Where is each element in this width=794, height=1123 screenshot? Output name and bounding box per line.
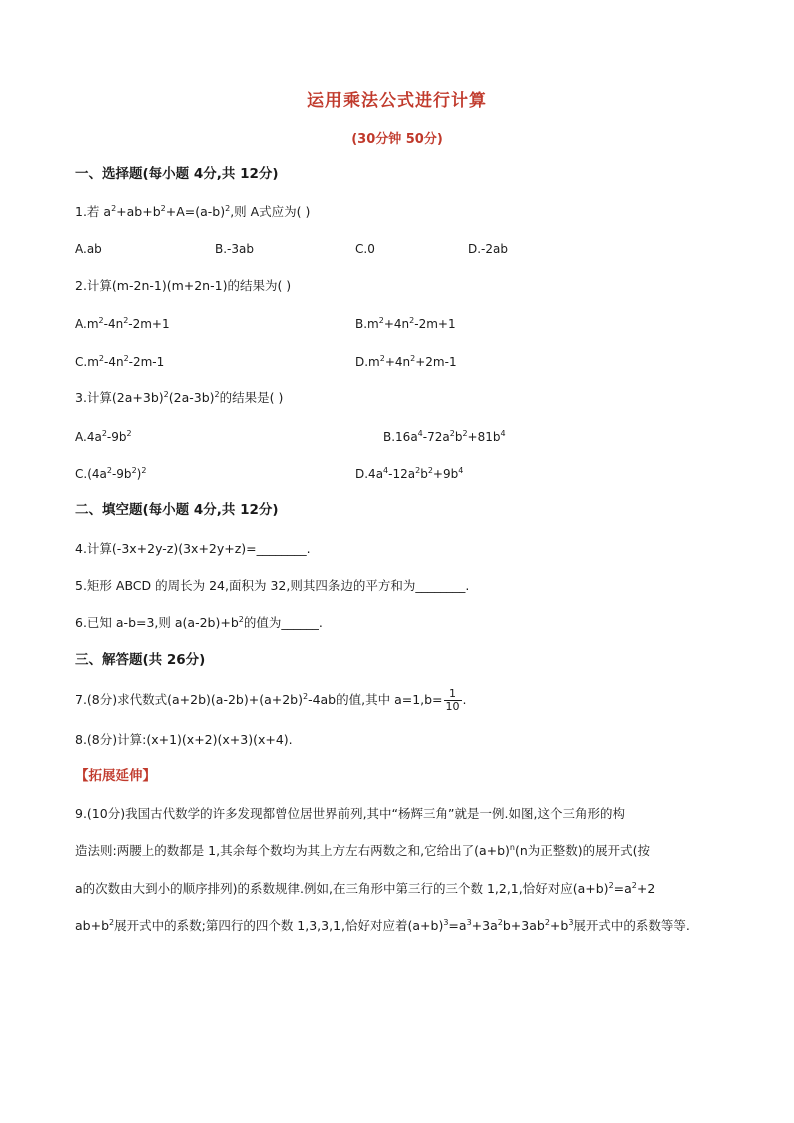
q3c-3: )	[136, 467, 142, 481]
q3-exp: 2	[427, 466, 433, 475]
q9-exp: 3	[568, 918, 574, 927]
question-7	[75, 686, 467, 714]
q2-exp: 2	[123, 316, 129, 325]
q2d-1: D.m	[355, 355, 380, 369]
q1-option-c: C.0	[355, 242, 375, 256]
q2-exp: 2	[410, 354, 416, 363]
page-title: 运用乘法公式进行计算	[307, 91, 487, 111]
q3d-2: -12a	[388, 467, 416, 481]
q2d-2: +4n	[384, 355, 411, 369]
q7-fraction	[444, 688, 462, 713]
q2-exp: 2	[98, 354, 104, 363]
q3d-1: D.4a	[355, 467, 384, 481]
q3-exp: 2	[163, 390, 169, 399]
q9-l3a: a的次数由大到小的顺序排列)的系数规律.例如,在三角形中第三行的三个数 1,2,1,恰好对应(a+b)	[75, 881, 609, 896]
q1-stem-d: ,则 A式应为( )	[230, 204, 311, 219]
q9-l4a: ab+b	[75, 918, 110, 933]
q3c-2: -9b	[111, 467, 132, 481]
q3-stem-a: 3.计算(2a+3b)	[75, 390, 164, 405]
q3-exp: 4	[500, 429, 506, 438]
q9-l2a: 造法则:两腰上的数都是 1,其余每个数均为其上方左右两数之和,它给出了(a+b)	[75, 843, 510, 858]
q3b-4: +81b	[467, 430, 501, 444]
q3-exp: 2	[462, 429, 468, 438]
q3a-2: -9b	[106, 430, 127, 444]
q2a-3: -2m+1	[128, 317, 170, 331]
q2-option-a	[75, 316, 170, 332]
q6-stem-a: 6.已知 a-b=3,则 a(a-2b)+b	[75, 615, 239, 630]
q3a-1: A.4a	[75, 430, 102, 444]
q9-l3b: =a	[613, 881, 632, 896]
section-answer-heading: 三、解答题(共 26分)	[75, 652, 206, 668]
q3-exp: 2	[449, 429, 455, 438]
q2-exp: 2	[123, 354, 129, 363]
q3-exp: 4	[458, 466, 464, 475]
q9-exp-n: n	[509, 843, 515, 852]
q2b-1: B.m	[355, 317, 379, 331]
q9-l2b: (n为正整数)的展开式(按	[515, 843, 651, 858]
q3-stem-c: 的结果是( )	[219, 390, 284, 405]
q9-exp: 2	[631, 881, 637, 890]
section-fill-heading: 二、填空题(每小题 4分,共 12分)	[75, 502, 279, 518]
q9-l4d: +3a	[471, 918, 498, 933]
q3-exp: 2	[101, 429, 107, 438]
q3-exp: 2	[214, 390, 220, 399]
question-8: 8.(8分)计算:(x+1)(x+2)(x+3)(x+4).	[75, 732, 293, 747]
q3-exp: 2	[126, 429, 132, 438]
q9-l4e: b+3ab	[502, 918, 545, 933]
q3-stem-b: (2a-3b)	[168, 390, 215, 405]
q2-exp: 2	[98, 316, 104, 325]
q1-option-a: A.ab	[75, 242, 102, 256]
question-2: 2.计算(m-2n-1)(m+2n-1)的结果为( )	[75, 278, 292, 293]
q2c-1: C.m	[75, 355, 99, 369]
q1-stem-c: +A=(a-b)	[165, 204, 226, 219]
question-5: 5.矩形 ABCD 的周长为 24,面积为 32,则其四条边的平方和为________.	[75, 578, 470, 593]
q2-option-d	[355, 354, 457, 370]
q9-exp: 3	[443, 918, 449, 927]
q9-l4c: =a	[448, 918, 467, 933]
q3b-1: B.16a	[383, 430, 418, 444]
q3c-1: C.(4a	[75, 467, 107, 481]
q7-frac-num: 1	[444, 688, 462, 701]
q3b-3: b	[454, 430, 463, 444]
q2a-2: -4n	[103, 317, 124, 331]
q1-stem-b: +ab+b	[116, 204, 161, 219]
q3-exp: 4	[417, 429, 423, 438]
q3d-3: b	[420, 467, 428, 481]
question-3	[75, 390, 283, 406]
q2-exp: 2	[409, 316, 415, 325]
q2b-3: -2m+1	[414, 317, 456, 331]
q9-exp: 2	[497, 918, 503, 927]
page-subtitle: (30分钟 50分)	[351, 132, 443, 147]
q9-l3c: +2	[636, 881, 656, 896]
q1-option-b: B.-3ab	[215, 242, 254, 256]
q9-line-2	[75, 843, 725, 859]
q2b-2: +4n	[383, 317, 410, 331]
q7-exp: 2	[302, 692, 309, 701]
question-6	[75, 615, 323, 631]
q3-exp: 2	[106, 466, 112, 475]
q9-exp: 2	[544, 918, 550, 927]
q7-end: .	[462, 692, 467, 707]
q3d-4: +9b	[432, 467, 459, 481]
q7-stem-b: -4ab的值,其中 a=1,b=	[308, 692, 443, 707]
q2c-2: -4n	[103, 355, 124, 369]
q2c-3: -2m-1	[128, 355, 165, 369]
q9-l4f: +b	[549, 918, 569, 933]
q3-exp: 4	[383, 466, 389, 475]
q1-option-d: D.-2ab	[468, 242, 508, 256]
q1-exp: 2	[111, 204, 117, 213]
q2-option-b	[355, 316, 456, 332]
q7-stem-a: 7.(8分)求代数式(a+2b)(a-2b)+(a+2b)	[75, 692, 303, 707]
section-extension-heading: 【拓展延伸】	[75, 768, 156, 784]
q7-frac-den: 10	[445, 700, 460, 713]
q1-exp: 2	[225, 204, 231, 213]
q2-exp: 2	[378, 316, 384, 325]
question-1	[75, 204, 310, 220]
q6-exp: 2	[238, 615, 244, 624]
q3-option-a	[75, 429, 132, 445]
q3-option-c	[75, 466, 146, 482]
q2-exp: 2	[379, 354, 385, 363]
q9-line-3	[75, 881, 725, 897]
q2d-3: +2m-1	[415, 355, 457, 369]
q3-option-d	[355, 466, 463, 482]
q9-line-4	[75, 918, 725, 934]
q2-option-c	[75, 354, 164, 370]
q9-line-1: 9.(10分)我国古代数学的许多发现都曾位居世界前列,其中“杨辉三角”就是一例.如图,这个三角形的构	[75, 806, 625, 821]
q2a-1: A.m	[75, 317, 99, 331]
q9-exp: 2	[109, 918, 115, 927]
q9-l4g: 展开式中的系数等等.	[573, 918, 690, 933]
q3-exp: 2	[141, 466, 147, 475]
section-choice-heading: 一、选择题(每小题 4分,共 12分)	[75, 166, 279, 182]
q3-exp: 2	[415, 466, 421, 475]
q1-stem-a: 1.若 a	[75, 204, 112, 219]
q9-exp: 3	[466, 918, 472, 927]
q6-stem-b: 的值为______.	[243, 615, 323, 630]
q3-option-b	[383, 429, 506, 445]
q3-exp: 2	[131, 466, 137, 475]
q1-exp: 2	[160, 204, 166, 213]
q9-exp: 2	[608, 881, 614, 890]
q9-l4b: 展开式中的系数;第四行的四个数 1,3,3,1,恰好对应着(a+b)	[114, 918, 444, 933]
q3b-2: -72a	[422, 430, 450, 444]
question-4: 4.计算(-3x+2y-z)(3x+2y+z)=________.	[75, 541, 311, 556]
